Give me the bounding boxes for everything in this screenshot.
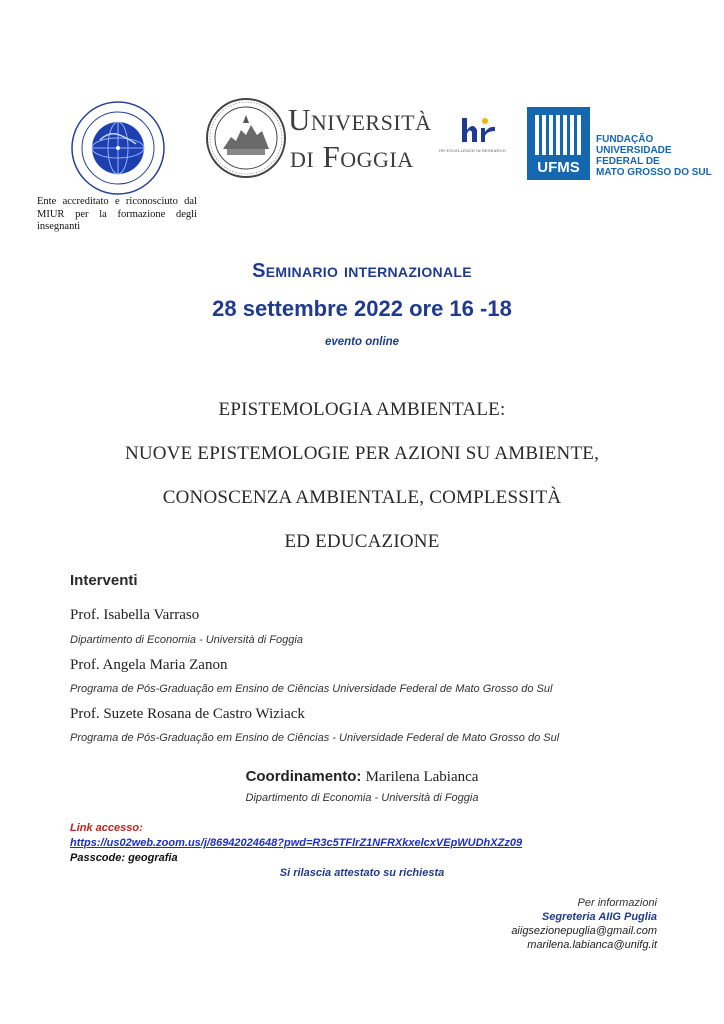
unifg-line1: Università [288, 102, 432, 137]
ufms-name [596, 134, 712, 178]
zoom-link[interactable]: https://us02web.zoom.us/j/86942024648?pwd=R3c5TFlrZ1NFRXkxelcxVEpWUDhXZz09 [70, 837, 523, 849]
coordination [0, 768, 724, 786]
hr-caption: HR EXCELLENCE IN RESEARCH [439, 148, 506, 153]
speaker-name: Prof. Suzete Rosana de Castro Wiziack [70, 706, 305, 722]
topic-line-2: NUOVE EPISTEMOLOGIE PER AZIONI SU AMBIENTE, [124, 443, 600, 464]
unifg-wordmark [288, 104, 432, 172]
speaker-affiliation: Programa de Pós-Graduação em Ensino de Ciências Universidade Federal de Mato Grosso do Sul [70, 683, 553, 695]
ufms-line: FEDERAL DE [596, 156, 660, 167]
ufms-line: MATO GROSSO DO SUL [596, 167, 712, 178]
ufms-line: FUNDAÇÃO [596, 134, 654, 145]
speaker-name: Prof. Angela Maria Zanon [70, 657, 228, 673]
interventi-heading: Interventi [70, 572, 138, 589]
access-link-label: Link accesso: [70, 822, 143, 834]
passcode: Passcode: geografia [70, 852, 178, 864]
seminar-mode: evento online [324, 336, 400, 348]
info-email-2[interactable]: marilena.labianca@unifg.it [527, 939, 657, 951]
coordination-label: Coordinamento [245, 768, 357, 785]
coordination-name: Marilena Labianca [365, 769, 479, 785]
speaker-affiliation: Dipartimento di Economia - Università di Foggia [70, 634, 303, 646]
coordination-colon: : [356, 768, 366, 785]
aiig-globe-logo [70, 100, 166, 196]
topic-line-4: ED EDUCAZIONE [284, 531, 440, 552]
info-org: Segreteria AIIG Puglia [541, 911, 657, 923]
seminar-date: 28 settembre 2022 ore 16 -18 [212, 296, 512, 321]
ufms-building-logo [527, 107, 590, 180]
speaker-affiliation: Programa de Pós-Graduação em Ensino de Ciências - Universidade Federal de Mato Grosso do Sul [70, 732, 560, 744]
info-email-1[interactable]: aiigsezionepuglia@gmail.com [511, 925, 657, 937]
ufms-label: UFMS [537, 159, 580, 176]
speaker-name: Prof. Isabella Varraso [70, 607, 200, 623]
info-label: Per informazioni [577, 897, 657, 909]
topic-line-1: EPISTEMOLOGIA AMBIENTALE: [218, 399, 506, 420]
seminar-title [0, 260, 724, 283]
ufms-line: UNIVERSIDADE [596, 145, 672, 156]
topic-line-3: CONOSCENZA AMBIENTALE, COMPLESSITÀ [162, 487, 562, 508]
certificate-note: Si rilascia attestato su richiesta [279, 867, 445, 879]
accreditation-note: Ente accreditato e riconosciuto dal MIUR per la formazione degli insegnanti [37, 196, 197, 232]
seminar-title-text: Seminario internazionale [252, 260, 472, 282]
coordination-affiliation: Dipartimento di Economia - Università di Foggia [245, 792, 479, 804]
unifg-line2: di Foggia [290, 139, 414, 174]
unifg-seal-logo [205, 97, 287, 179]
